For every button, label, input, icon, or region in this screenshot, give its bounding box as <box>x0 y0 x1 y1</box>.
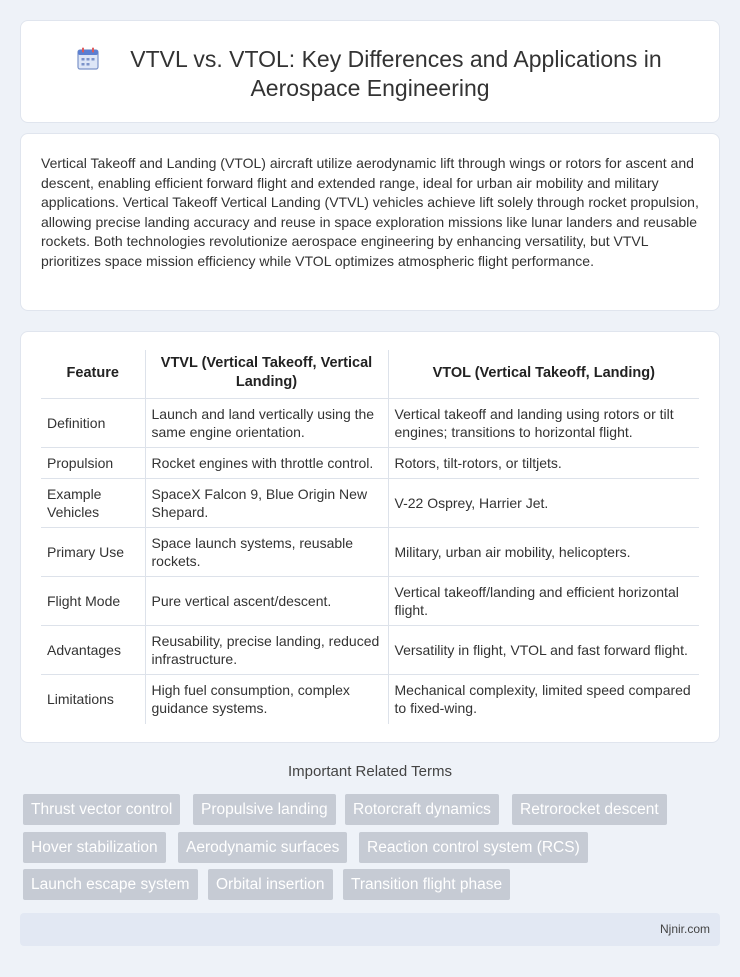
header-vtvl: VTVL (Vertical Takeoff, Vertical Landing) <box>145 350 388 399</box>
row-vtvl: Rocket engines with throttle control. <box>145 448 388 479</box>
term-tag[interactable]: Retrorocket descent <box>512 794 667 825</box>
table-row <box>41 479 699 528</box>
row-vtvl: Reusability, precise landing, reduced infrastructure. <box>145 626 388 675</box>
row-vtol: Vertical takeoff/landing and efficient horizontal flight. <box>388 577 699 626</box>
comparison-card <box>20 331 720 743</box>
row-vtvl: High fuel consumption, complex guidance systems. <box>145 675 388 724</box>
row-vtol: Vertical takeoff and landing using rotors or tilt engines; transitions to horizontal flight. <box>388 399 699 448</box>
term-tag[interactable]: Reaction control system (RCS) <box>359 832 588 863</box>
term-tag[interactable]: Aerodynamic surfaces <box>178 832 347 863</box>
row-feature: Definition <box>41 399 145 448</box>
row-feature: Example Vehicles <box>41 479 145 528</box>
row-vtol: V-22 Osprey, Harrier Jet. <box>388 479 699 528</box>
row-vtvl: Pure vertical ascent/descent. <box>145 577 388 626</box>
term-tag[interactable]: Launch escape system <box>23 869 198 900</box>
table-row <box>41 528 699 577</box>
table-row <box>41 675 699 724</box>
table-header-row <box>41 350 699 399</box>
table-row <box>41 626 699 675</box>
table-row <box>41 448 699 479</box>
intro-paragraph: Vertical Takeoff and Landing (VTOL) aircraft utilize aerodynamic lift through wings or rotors for ascent and descent, enabling efficient forward flight and extended range, ideal for urban air mobility and military applications. Vertical Takeoff Vertical Landing (VTVL) vehicles achieve lift solely through rocket propulsion, allowing precise landing accuracy and reuse in space exploration missions like lunar landers and reusable rockets. Both technologies revolutionize aerospace engineering by enhancing versatility, but VTVL prioritizes space mission efficiency while VTOL optimizes atmospheric flight performance. <box>41 155 699 269</box>
title-line-2: Aerospace Engineering <box>250 75 490 101</box>
table-row <box>41 399 699 448</box>
footer <box>20 913 720 946</box>
row-vtvl: Launch and land vertically using the same engine orientation. <box>145 399 388 448</box>
row-vtvl: Space launch systems, reusable rockets. <box>145 528 388 577</box>
row-vtol: Mechanical complexity, limited speed compared to fixed-wing. <box>388 675 699 724</box>
comparison-table <box>41 350 699 724</box>
term-tag[interactable]: Orbital insertion <box>208 869 333 900</box>
term-tag[interactable]: Rotorcraft dynamics <box>345 794 499 825</box>
header-vtol: VTOL (Vertical Takeoff, Landing) <box>388 350 699 399</box>
row-feature: Flight Mode <box>41 577 145 626</box>
footer-site[interactable]: Njnir.com <box>659 922 710 936</box>
term-tag[interactable]: Hover stabilization <box>23 832 166 863</box>
title-line-1: VTVL vs. VTOL: Key Differences and Applications in <box>130 46 662 72</box>
row-vtol: Military, urban air mobility, helicopters. <box>388 528 699 577</box>
header-feature: Feature <box>41 350 145 399</box>
term-tag[interactable]: Transition flight phase <box>343 869 510 900</box>
term-tag[interactable]: Propulsive landing <box>193 794 336 825</box>
row-feature: Limitations <box>47 691 114 708</box>
table-row <box>41 577 699 626</box>
row-feature: Primary Use <box>41 528 145 577</box>
row-feature: Advantages <box>41 626 145 675</box>
intro-card <box>20 133 720 311</box>
row-vtol: Rotors, tilt-rotors, or tiltjets. <box>388 448 699 479</box>
title-card <box>20 20 720 123</box>
page-title <box>21 45 719 103</box>
row-vtvl: SpaceX Falcon 9, Blue Origin New Shepard. <box>145 479 388 528</box>
row-vtol: Versatility in flight, VTOL and fast forward flight. <box>388 626 699 675</box>
row-feature: Propulsion <box>41 448 145 479</box>
related-terms-title: Important Related Terms <box>288 763 452 780</box>
term-tag[interactable]: Thrust vector control <box>23 794 180 825</box>
